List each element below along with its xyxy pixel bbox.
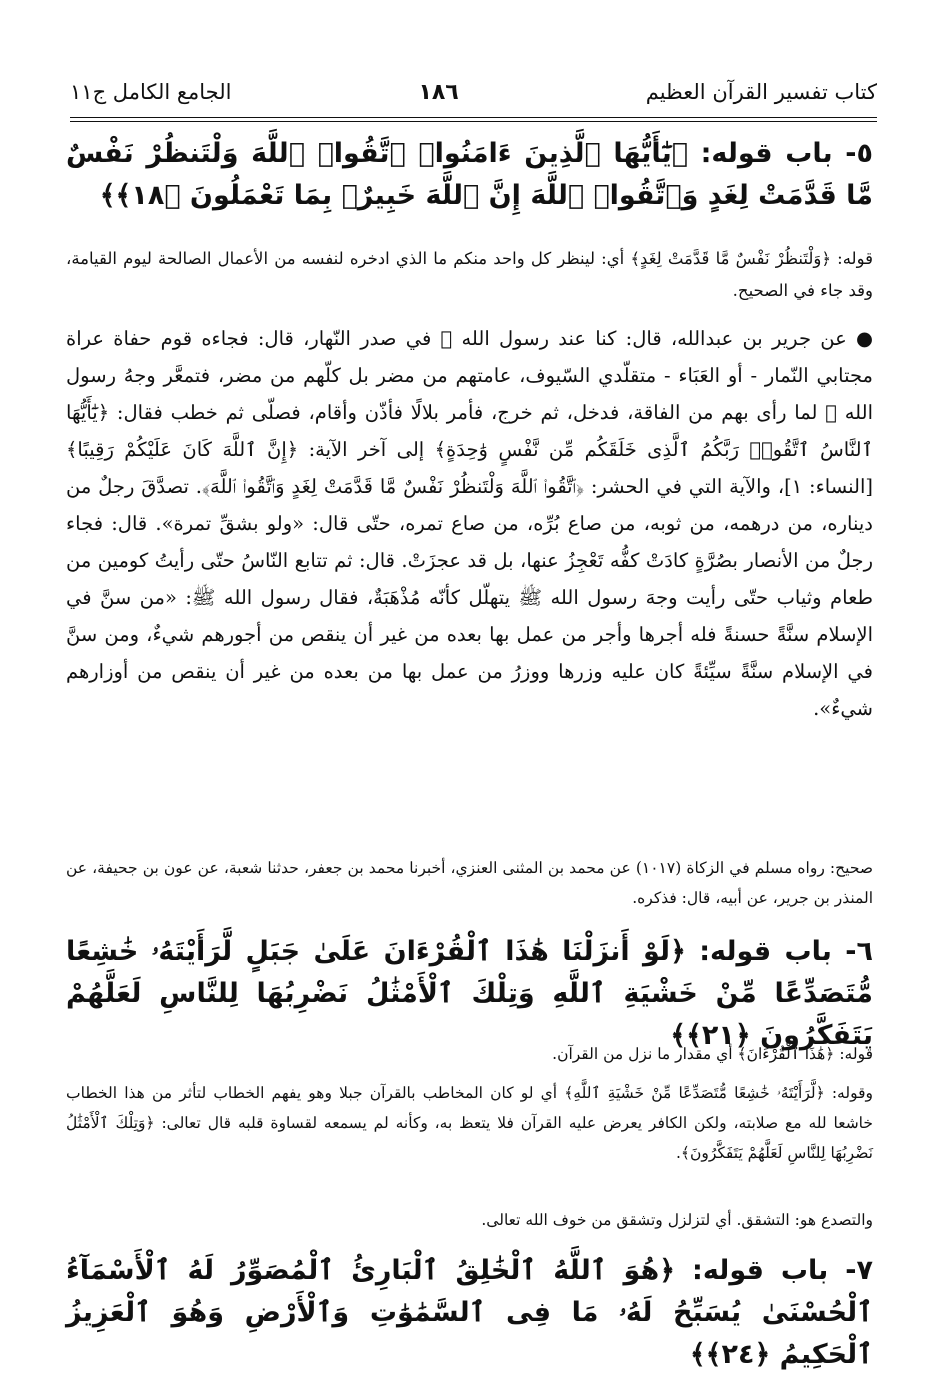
book-title: كتاب تفسير القرآن العظيم — [645, 80, 877, 104]
page-number: ١٨٦ — [418, 79, 459, 105]
chapter-label: ٧- باب قوله: — [692, 1255, 873, 1286]
volume-title: الجامع الكامل ج١١ — [70, 80, 232, 104]
hadith-text: ● عن جرير بن عبدالله، قال: كنا عند رسول الله ﷺ في صدر النّهار، قال: فجاءه قوم حفاة عراة مجتابي النّمار - أو العَبَاء - متقلّدي السّيوف، عامتهم من مضر بل كلّهم من مضر، فتمعَّر وجهُ رسول الله ﷺ لما رأى بهم من الفاقة، فدخل، ثم خرج، فأمر بلالًا فأذّن وأقام، فصلّى ثم خطب فقال: ﴿يَٰٓأَيُّهَا ٱلنَّاسُ ٱتَّقُوا۟ رَبَّكُمُ ٱلَّذِى خَلَقَكُم مِّن نَّفْسٍ وَٰحِدَةٍ﴾ إلى آخر الآية: ﴿إِنَّ ٱللَّهَ كَانَ عَلَيْكُمْ رَقِيبًا﴾ [النساء: ١]، والآية التي في الحشر: ﴿ٱتَّقُوا۟ ٱللَّهَ وَلْتَنظُرْ نَفْسٌ مَّا قَدَّمَتْ لِغَدٍ وَٱتَّقُوا۟ ٱللَّهَ﴾. تصدَّقَ رجلٌ من ديناره، من درهمه، من ثوبه، من صاع بُرِّه، من صاع تمره، حتّى قال: «ولو بشقِّ تمرة». قال: فجاء رجلٌ من الأنصار بصُرَّةٍ كادَتْ كفُّه تَعْجِزُ عنها، بل قد عجزَتْ. قال: ثم تتابع النّاسُ حتّى رأيتُ كومين من طعام وثياب حتّى رأيت وجهَ رسول الله ﷺ يتهلّل كأنّه مُذْهَبَةٌ، فقال رسول الله ﷺ: «من سنَّ في الإسلام سنَّةً حسنةً فله أجرها وأجر من عمل بها بعده من غير أن ينقص من أجورهم شيءٌ، ومن سنَّ في الإسلام سنَّةً سيِّئةً كان عليه وزرها ووزرُ من عمل بها من بعده من غير أن ينقص من أوزارهم شيءٌ». — [66, 327, 873, 720]
header-rule-thin — [70, 121, 877, 122]
chapter-heading-5 — [66, 133, 873, 217]
quran-verse: ﴿يَٰٓأَيُّهَا ٱلَّذِينَ ءَامَنُوا۟ ٱتَّقُوا۟ ٱللَّهَ وَلْتَنظُرْ نَفْسٌ مَّا قَدَّمَتْ لِغَدٍ وَٱتَّقُوا۟ ٱللَّهَ إِنَّ ٱللَّهَ خَبِيرٌۢ بِمَا تَعْمَلُونَ ﴿١٨﴾﴾ — [66, 138, 873, 211]
quran-verse: ﴿لَوْ أَنزَلْنَا هَٰذَا ٱلْقُرْءَانَ عَلَىٰ جَبَلٍ لَّرَأَيْتَهُۥ خَٰشِعًا مُّتَصَدِّعًا مِّنْ خَشْيَةِ ٱللَّهِ وَتِلْكَ ٱلْأَمْثَٰلُ نَضْرِبُهَا لِلنَّاسِ لَعَلَّهُمْ يَتَفَكَّرُونَ ﴿٢١﴾﴾ — [66, 936, 873, 1051]
running-header — [70, 78, 877, 106]
chapter-label: ٦- باب قوله: — [699, 936, 873, 967]
tafsir-paragraph: قوله: ﴿وَلْتَنظُرْ نَفْسٌ مَّا قَدَّمَتْ لِغَدٍ﴾ أي: لينظر كل واحد منكم ما الذي ادخره لنفسه من الأعمال الصالحة ليوم القيامة، وقد جاء في الصحيح. — [66, 249, 873, 300]
tafsir-paragraph: والتصدع هو: التشقق. أي لتزلزل وتشقق من خوف الله تعالى. — [481, 1211, 873, 1229]
tafsir-paragraph: وقوله: ﴿لَّرَأَيْتَهُۥ خَٰشِعًا مُّتَصَدِّعًا مِّنْ خَشْيَةِ ٱللَّهِ﴾ أي لو كان المخاطب بالقرآن جبلا وهو يفهم الخطاب لتأثر من هذا الخطاب خاشعا لله مع صلابته، ولكن الكافر يعرض عليه القرآن فلا يتعظ به، وكأنه لم يسمعه لقساوة قلبه قال تعالى: ﴿وَتِلْكَ ٱلْأَمْثَٰلُ نَضْرِبُهَا لِلنَّاسِ لَعَلَّهُمْ يَتَفَكَّرُونَ﴾. — [66, 1084, 873, 1162]
tafsir-paragraph: قوله: ﴿هَٰذَا ٱلْقُرْءَانَ﴾ أي مقدار ما نزل من القرآن. — [552, 1045, 873, 1063]
header-rule-thick — [70, 117, 877, 118]
chapter-heading-7 — [66, 1250, 873, 1376]
hadith-source: صحيح: رواه مسلم في الزكاة (١٠١٧) عن محمد بن المثنى العنزي، أخبرنا محمد بن جعفر، حدثنا شعبة، عن عون بن جحيفة، عن المنذر بن جرير، عن أبيه، قال: فذكره. — [66, 859, 873, 907]
quran-verse: ﴿هُوَ ٱللَّهُ ٱلْخَٰلِقُ ٱلْبَارِئُ ٱلْمُصَوِّرُ لَهُ ٱلْأَسْمَآءُ ٱلْحُسْنَىٰ يُسَبِّحُ لَهُۥ مَا فِى ٱلسَّمَٰوَٰتِ وَٱلْأَرْضِ وَهُوَ ٱلْعَزِيزُ ٱلْحَكِيمُ ﴿٢٤﴾﴾ — [66, 1255, 873, 1370]
chapter-label: ٥- باب قوله: — [700, 138, 873, 169]
